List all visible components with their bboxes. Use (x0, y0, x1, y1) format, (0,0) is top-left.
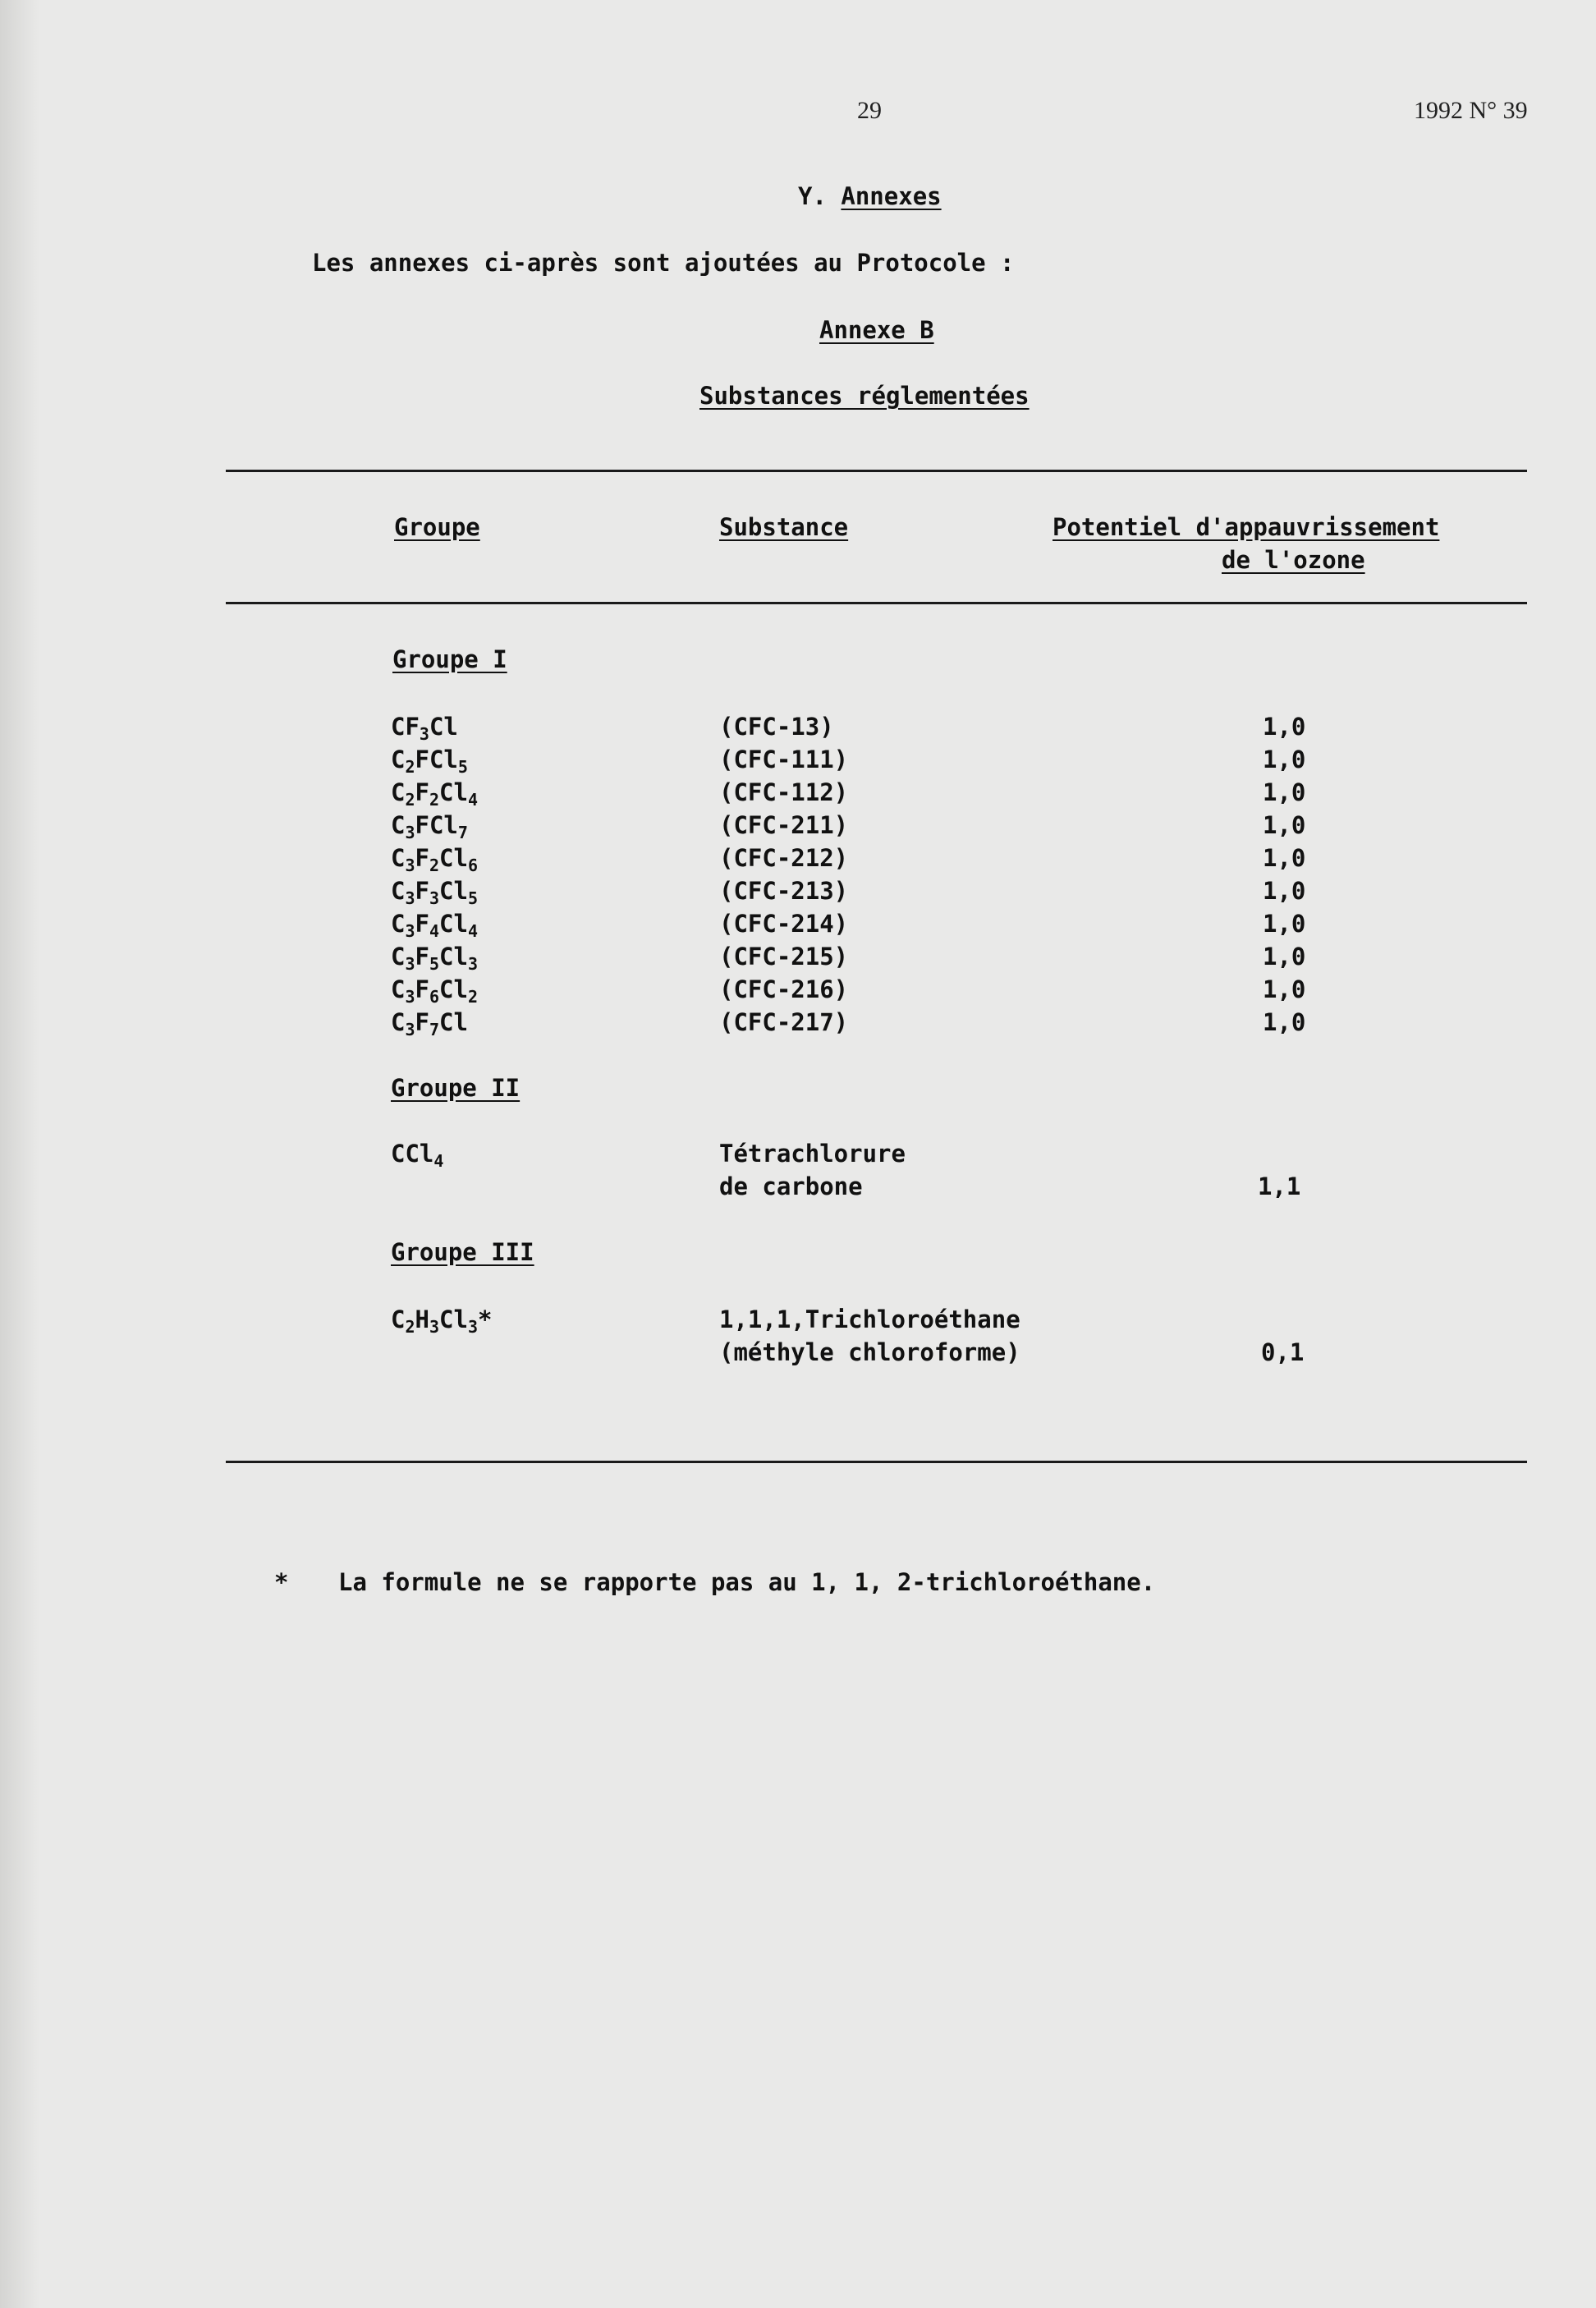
formula: $C_3F_6Cl_2$ (391, 975, 478, 1007)
substance-name-line2: de carbone (719, 1172, 863, 1200)
footnote-text: La formule ne se rapporte pas au 1, 1, 2-trichloroéthane. (338, 1568, 1156, 1596)
ozone-potential: 1,1 (1258, 1172, 1301, 1200)
formula: CCl$_4$ (391, 1140, 444, 1171)
table-header-rule (226, 602, 1527, 604)
section-title (798, 182, 942, 210)
column-header-substance: Substance (719, 513, 849, 541)
table-row (0, 910, 1596, 943)
group-iii-title: Groupe III (391, 1238, 534, 1266)
section-label: Annexes (841, 182, 942, 210)
table-row-group-ii (0, 1140, 1596, 1172)
footnote-mark: * (274, 1568, 289, 1596)
table-row-group-iii-cont (0, 1338, 1596, 1371)
ozone-potential: 1,0 (1263, 713, 1306, 741)
table-row-group-iii (0, 1305, 1596, 1338)
table-row (0, 778, 1596, 811)
substance-code: (CFC-112) (719, 778, 849, 806)
table-top-rule (226, 470, 1527, 472)
ozone-potential: 1,0 (1263, 910, 1306, 938)
column-header-potential: Potentiel d'appauvrissement (1053, 513, 1440, 541)
intro-text: Les annexes ci-après sont ajoutées au Protocole : (312, 249, 1015, 277)
ozone-potential: 1,0 (1263, 844, 1306, 872)
formula: $C_3F_3Cl_5$ (391, 877, 478, 908)
table-row (0, 943, 1596, 975)
column-header-group: Groupe (394, 513, 480, 541)
formula: $C_3FCl_7$ (391, 811, 468, 842)
formula: $C_3F_5Cl_3$ (391, 943, 478, 974)
ozone-potential: 1,0 (1263, 877, 1306, 905)
substance-code: (CFC-217) (719, 1008, 849, 1036)
table-row (0, 975, 1596, 1008)
page-number: 29 (857, 97, 882, 124)
formula: $C_3F_4Cl_4$ (391, 910, 478, 941)
substance-name: 1,1,1,Trichloroéthane (719, 1305, 1020, 1333)
formula: $CF_3Cl$ (391, 713, 458, 744)
table-row (0, 811, 1596, 844)
group-i-title: Groupe I (392, 645, 507, 673)
substance-code: (CFC-111) (719, 746, 849, 773)
formula: $C_2FCl_5$ (391, 746, 468, 777)
substance-name: Tétrachlorure (719, 1140, 906, 1168)
annex-subtitle: Substances réglementées (699, 382, 1030, 410)
annex-title: Annexe B (819, 316, 934, 344)
table-row (0, 746, 1596, 778)
table-bottom-rule (226, 1461, 1527, 1463)
ozone-potential: 1,0 (1263, 811, 1306, 839)
table-row (0, 713, 1596, 746)
ozone-potential: 1,0 (1263, 1008, 1306, 1036)
table-row (0, 877, 1596, 910)
substance-code: (CFC-214) (719, 910, 849, 938)
table-row (0, 844, 1596, 877)
group-ii-title: Groupe II (391, 1074, 521, 1102)
ozone-potential: 1,0 (1263, 975, 1306, 1003)
formula: $C_2H_3Cl_3*$ (391, 1305, 493, 1337)
ozone-potential: 0,1 (1261, 1338, 1305, 1366)
substance-code: (CFC-213) (719, 877, 849, 905)
document-reference: 1992 N° 39 (1414, 97, 1528, 124)
formula: $C_3F_7Cl$ (391, 1008, 468, 1039)
column-header-potential-line2: de l'ozone (1222, 546, 1365, 574)
ozone-potential: 1,0 (1263, 746, 1306, 773)
substance-code: (CFC-216) (719, 975, 849, 1003)
substance-code: (CFC-211) (719, 811, 849, 839)
substance-code: (CFC-13) (719, 713, 834, 741)
table-row (0, 1008, 1596, 1041)
ozone-potential: 1,0 (1263, 943, 1306, 970)
section-number: Y. (798, 182, 827, 210)
formula: $C_3F_2Cl_6$ (391, 844, 478, 875)
substance-code: (CFC-212) (719, 844, 849, 872)
formula: $C_2F_2Cl_4$ (391, 778, 478, 810)
substance-name-line2: (méthyle chloroforme) (719, 1338, 1020, 1366)
ozone-potential: 1,0 (1263, 778, 1306, 806)
substance-code: (CFC-215) (719, 943, 849, 970)
table-row-group-ii-cont (0, 1172, 1596, 1205)
